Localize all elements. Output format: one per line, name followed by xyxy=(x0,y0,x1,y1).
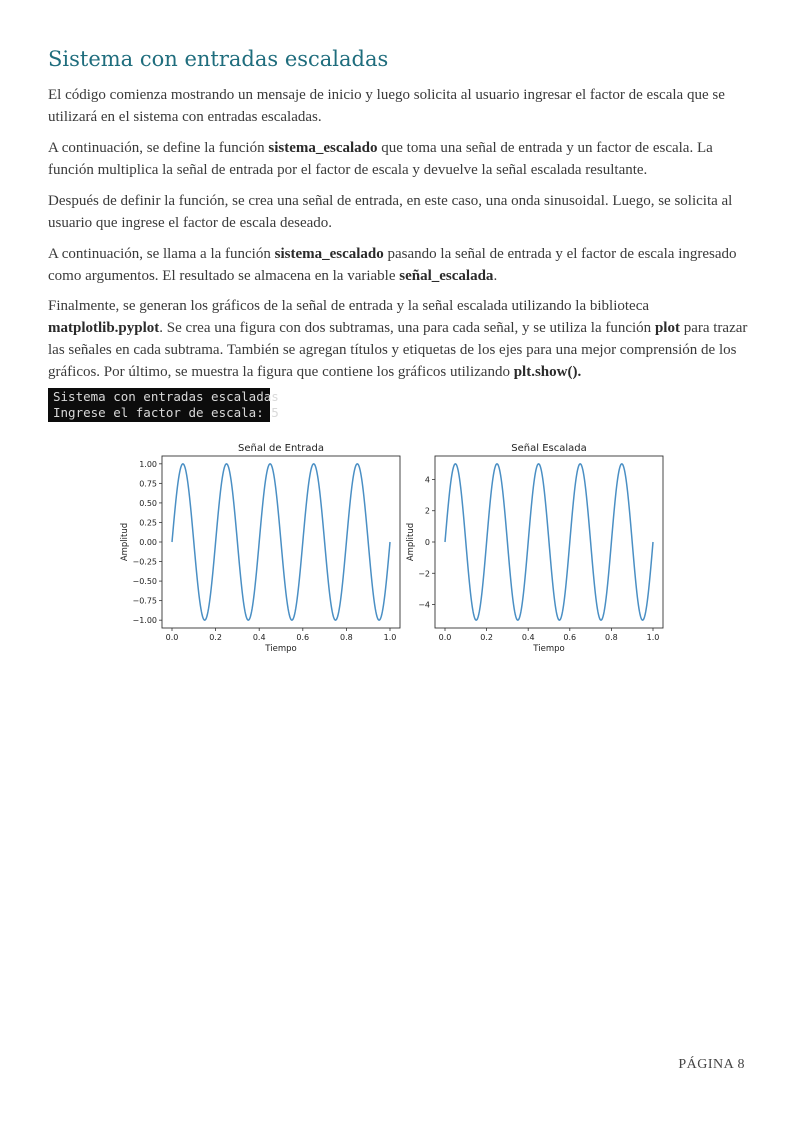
text-run: para trazar las señales en cada subtrama. También se agregan títulos y etiquetas de los ejes para una mejor comprensión de los gráficos. Por último, se muestra la figura que contiene los gráficos utilizando xyxy=(48,320,748,380)
text-run: El código comienza mostrando un mensaje de inicio y luego solicita al usuario ingresar el factor de escala que se utilizará en el sistema con entradas escaladas. xyxy=(48,87,725,125)
y-tick-label: 1.00 xyxy=(139,459,157,469)
subplot-1 xyxy=(120,443,400,654)
y-tick-label: −0.50 xyxy=(132,577,157,587)
code-term: sistema_escalado xyxy=(268,140,378,156)
x-tick-label: 0.8 xyxy=(340,633,353,642)
paragraph-2 xyxy=(48,137,748,181)
chart-title: Señal de Entrada xyxy=(238,443,324,454)
code-term: sistema_escalado xyxy=(274,246,384,262)
paragraph-5 xyxy=(48,295,748,383)
y-tick-label: 0.50 xyxy=(139,498,157,508)
x-tick-label: 0.2 xyxy=(209,633,222,642)
y-tick-label: −2 xyxy=(418,569,430,579)
x-tick-label: 1.0 xyxy=(646,633,660,642)
paragraph-3 xyxy=(48,190,748,234)
text-run: Finalmente, se generan los gráficos de la señal de entrada y la señal escalada utilizando la biblioteca xyxy=(48,298,650,314)
y-axis-label: Amplitud xyxy=(406,522,416,562)
code-term: plt.show(). xyxy=(513,364,582,380)
text-run: A continuación, se define la función xyxy=(48,140,269,156)
x-tick-label: 0.4 xyxy=(252,633,266,642)
code-term: matplotlib.pyplot xyxy=(48,320,160,336)
text-run: que toma una señal de entrada y un factor de escala. La función multiplica la señal de entrada por el factor de escala y devuelve la señal escalada resultante. xyxy=(48,140,713,178)
x-tick-label: 0.4 xyxy=(521,633,535,642)
x-tick-label: 0.8 xyxy=(605,633,618,642)
y-tick-label: 0 xyxy=(424,538,430,547)
text-run: pasando la señal de entrada y el factor de escala ingresado como argumentos. El resultado se almacena en la variable xyxy=(48,246,737,284)
text-run: A continuación, se llama a la función xyxy=(48,246,275,262)
y-tick-label: −1.00 xyxy=(132,616,157,626)
terminal-output xyxy=(48,388,279,422)
page-number: PÁGINA 8 xyxy=(678,1057,745,1072)
paragraph-4 xyxy=(48,243,748,287)
x-tick-label: 0.6 xyxy=(563,633,577,642)
x-axis-label: Tiempo xyxy=(533,644,565,654)
x-tick-label: 0.0 xyxy=(438,633,452,642)
terminal-line-1: Sistema con entradas escaladas xyxy=(53,389,279,404)
subplot-2 xyxy=(406,443,663,654)
x-tick-label: 0.6 xyxy=(296,633,310,642)
y-axis-label: Amplitud xyxy=(120,522,130,562)
chart-title: Señal Escalada xyxy=(511,443,587,454)
y-tick-label: 0.75 xyxy=(139,479,157,489)
terminal-line-2: Ingrese el factor de escala: 5 xyxy=(53,405,279,420)
x-tick-label: 0.2 xyxy=(480,633,493,642)
x-tick-label: 1.0 xyxy=(383,633,397,642)
code-term: señal_escalada xyxy=(399,268,494,284)
code-term: plot xyxy=(654,320,680,336)
figure-svg xyxy=(115,436,675,664)
y-tick-label: 4 xyxy=(424,475,430,485)
page-title: Sistema con entradas escaladas xyxy=(48,47,389,71)
text-run: . Se crea una figura con dos subtramas, una para cada señal, y se utiliza la función xyxy=(159,320,655,336)
x-axis-label: Tiempo xyxy=(265,644,297,654)
y-tick-label: −4 xyxy=(418,600,430,610)
y-tick-label: −0.75 xyxy=(132,596,157,606)
y-tick-label: −0.25 xyxy=(132,557,157,567)
series-line xyxy=(172,464,390,620)
series-line xyxy=(445,464,653,620)
text-run: Después de definir la función, se crea una señal de entrada, en este caso, una onda sinusoidal. Luego, se solicita al usuario que ingrese el factor de escala deseado. xyxy=(48,193,733,231)
x-tick-label: 0.0 xyxy=(165,633,179,642)
y-tick-label: 2 xyxy=(424,506,430,516)
figure xyxy=(115,436,675,664)
paragraph-1 xyxy=(48,84,748,128)
y-tick-label: 0.00 xyxy=(139,538,157,547)
text-run: . xyxy=(493,268,498,284)
y-tick-label: 0.25 xyxy=(139,518,157,528)
